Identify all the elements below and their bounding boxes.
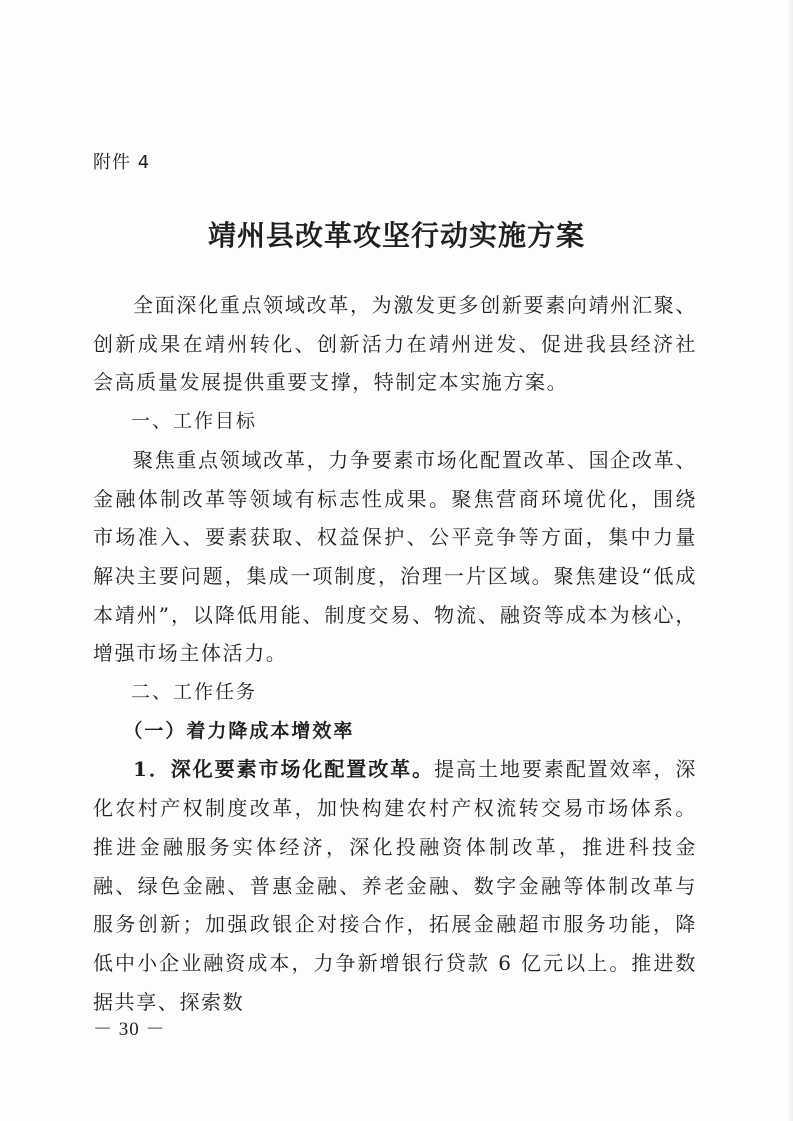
- task-item-1-lead: 1．深化要素市场化配置改革。: [133, 757, 435, 782]
- subsection-heading-cost: （一）着力降成本增效率: [123, 719, 355, 742]
- task-item-1-text: 提高土地要素配置效率，深化农村产权制度改革，加快构建农村产权流转交易市场体系。推进金融服务实体经济，深化投融资体制改革，推进科技金融、绿色金融、普惠金融、养老金融、数字金融等体制改革与服务创新；加强政银企对接合作，拓展金融超市服务功能，降低中小企业融资成本，力争新增银行贷款 6 亿元以上。推进数据共享、探索数: [93, 757, 697, 1014]
- page-edge-shadow: [787, 0, 793, 1121]
- document-body: [93, 286, 697, 1021]
- section-heading-tasks: 二、工作任务: [131, 681, 258, 704]
- goals-paragraph: 聚焦重点领域改革，力争要素市场化配置改革、国企改革、金融体制改革等领域有标志性成果。聚焦营商环境优化，围绕市场准入、要素获取、权益保护、公平竞争等方面，集中力量解决主要问题，集成一项制度，治理一片区域。聚焦建设“低成本靖州”，以降低用能、制度交易、物流、融资等成本为核心，增强市场主体活力。: [93, 447, 697, 666]
- page-number: － 30 －: [93, 1019, 166, 1040]
- attachment-label: 附件 4: [93, 152, 151, 173]
- document-title: 靖州县改革攻坚行动实施方案: [207, 219, 585, 252]
- task-item-1: [93, 750, 697, 1021]
- section-heading-goals: 一、工作目标: [131, 410, 258, 433]
- intro-paragraph: 全面深化重点领域改革，为激发更多创新要素向靖州汇聚、创新成果在靖州转化、创新活力在靖州迸发、促进我县经济社会高质量发展提供重要支撑，特制定本实施方案。: [93, 293, 697, 395]
